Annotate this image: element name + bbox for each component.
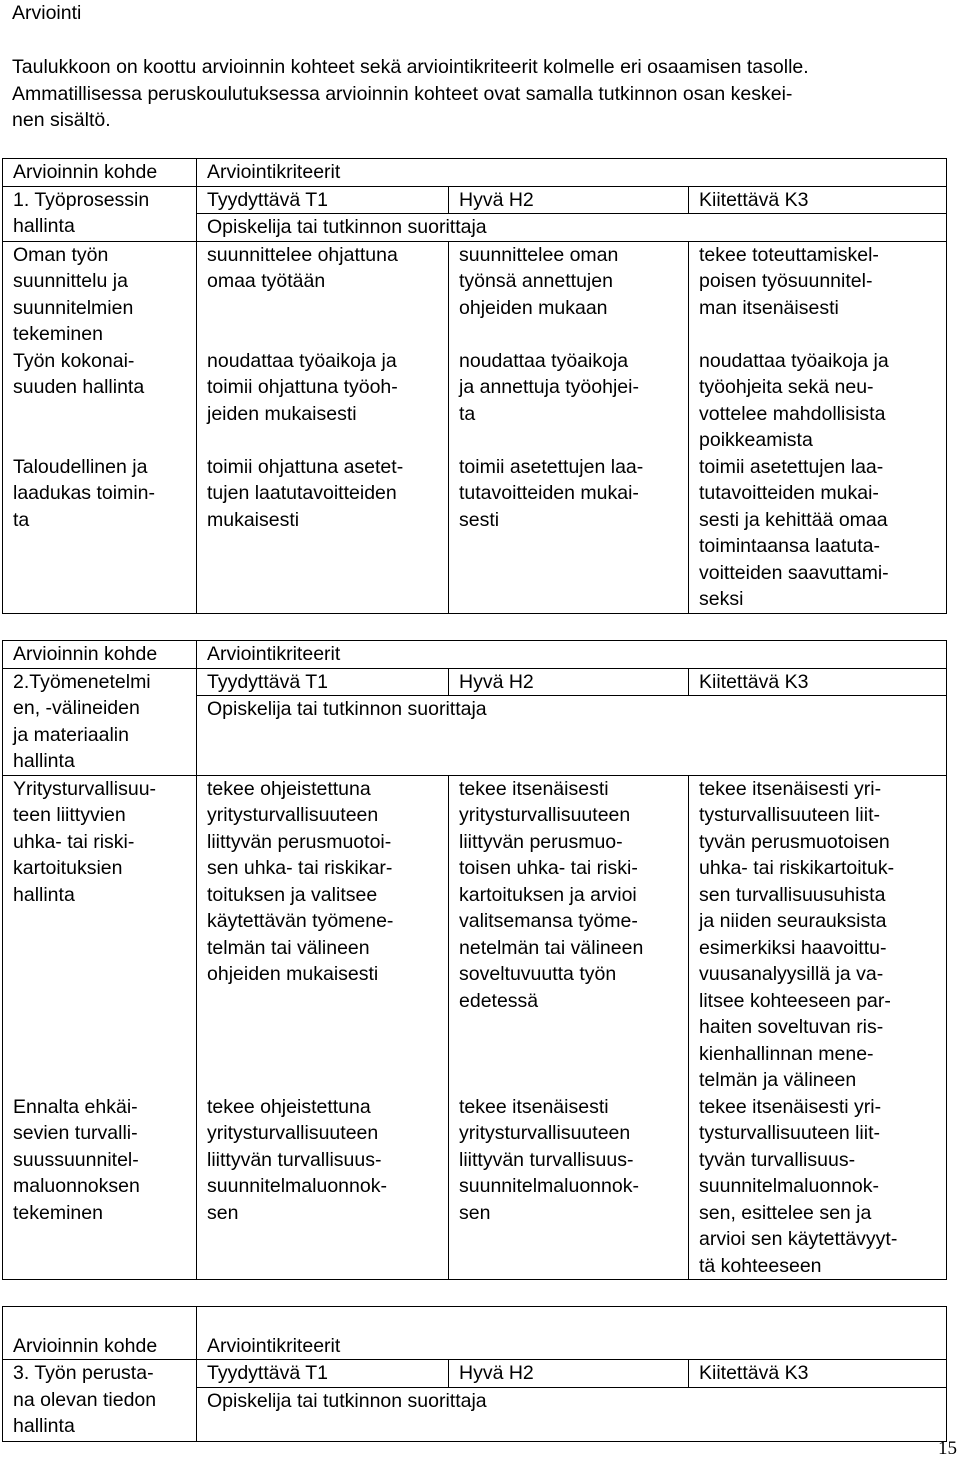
criteria-h2-cell: toimii asetettujen laa- tutavoitteiden mukai- sesti — [449, 454, 689, 614]
header-target: Arvioinnin kohde — [3, 159, 197, 187]
criteria-t1-cell: toimii ohjattuna asetet- tujen laatutavoitteiden mukaisesti — [197, 454, 449, 614]
blank-cell — [3, 1307, 197, 1333]
criteria-table-3 — [2, 1306, 947, 1442]
intro-line: Ammatillisessa peruskoulutuksessa arvioinnin kohteet ovat samalla tutkinnon osan keskei- — [12, 82, 793, 105]
blank-cell — [197, 1307, 947, 1333]
criteria-k3-cell: tekee toteuttamiskel- poisen työsuunnitel- man itsenäisesti — [689, 241, 947, 348]
performer-label: Opiskelija tai tutkinnon suorittaja — [197, 1387, 947, 1441]
header-target: Arvioinnin kohde — [3, 1333, 197, 1360]
level-h2: Hyvä H2 — [449, 668, 689, 696]
criteria-h2-cell: noudattaa työaikoja ja annettuja työohjei- ta — [449, 348, 689, 454]
criteria-k3-cell: toimii asetettujen laa- tutavoitteiden mukai- sesti ja kehittää omaa toimintaansa laatuta- voitteiden saavuttami- seksi — [689, 454, 947, 614]
level-t1: Tyydyttävä T1 — [197, 1360, 449, 1388]
target-cell: Ennalta ehkäi- sevien turvalli- suussuunnitel- maluonnoksen tekeminen — [3, 1094, 197, 1280]
intro-line: nen sisältö. — [12, 109, 111, 131]
level-h2: Hyvä H2 — [449, 186, 689, 214]
level-h2: Hyvä H2 — [449, 1360, 689, 1388]
criteria-table-2 — [2, 640, 947, 1280]
header-target: Arvioinnin kohde — [3, 641, 197, 669]
criteria-k3-cell: tekee itsenäisesti yri- tysturvallisuuteen liit- tyvän turvallisuus- suunnitelmaluonnok- sen, esittelee sen ja arvioi sen käytettävyyt- tä kohteeseen — [689, 1094, 947, 1280]
page-heading: Arviointi — [12, 2, 82, 24]
page-number: 15 — [938, 1438, 957, 1459]
criteria-h2-cell: tekee itsenäisesti yritysturvallisuuteen liittyvän perusmuo- toisen uhka- tai riski- kartoituksen ja arvioi valitsemansa työme- netelmän tai välineen soveltuvuutta työn edetessä — [449, 775, 689, 1094]
header-criteria: Arviointikriteerit — [197, 159, 947, 187]
performer-label: Opiskelija tai tutkinnon suorittaja — [197, 214, 947, 242]
criteria-table-1 — [2, 158, 947, 614]
section-title: 2.Työmenetelmi en, -välineiden ja materiaalin hallinta — [3, 668, 197, 775]
level-k3: Kiitettävä K3 — [689, 186, 947, 214]
criteria-h2-cell: suunnittelee oman työnsä annettujen ohjeiden mukaan — [449, 241, 689, 348]
target-cell: Taloudellinen ja laadukas toimin- ta — [3, 454, 197, 614]
header-criteria: Arviointikriteerit — [197, 1333, 947, 1360]
criteria-t1-cell: tekee ohjeistettuna yritysturvallisuuteen liittyvän perusmuotoi- sen uhka- tai riskikar- toituksen ja valitsee käytettävän työmene- telmän tai välineen ohjeiden mukaisesti — [197, 775, 449, 1094]
header-criteria: Arviointikriteerit — [197, 641, 947, 669]
section-title: 1. Työprosessin hallinta — [3, 186, 197, 241]
intro-paragraph — [12, 54, 947, 134]
criteria-t1-cell: tekee ohjeistettuna yritysturvallisuuteen liittyvän turvallisuus- suunnitelmaluonnok- sen — [197, 1094, 449, 1280]
intro-line: Taulukkoon on koottu arvioinnin kohteet sekä arviointikriteerit kolmelle eri osaamisen tasolle. — [12, 56, 809, 78]
level-k3: Kiitettävä K3 — [689, 1360, 947, 1388]
level-t1: Tyydyttävä T1 — [197, 668, 449, 696]
criteria-t1-cell: suunnittelee ohjattuna omaa työtään — [197, 241, 449, 348]
target-cell: Työn kokonai- suuden hallinta — [3, 348, 197, 454]
criteria-k3-cell: noudattaa työaikoja ja työohjeita sekä neu- vottelee mahdollisista poikkeamista — [689, 348, 947, 454]
target-cell: Yritysturvallisuu- teen liittyvien uhka- tai riski- kartoituksien hallinta — [3, 775, 197, 1094]
criteria-h2-cell: tekee itsenäisesti yritysturvallisuuteen liittyvän turvallisuus- suunnitelmaluonnok- sen — [449, 1094, 689, 1280]
section-title: 3. Työn perusta- na olevan tiedon hallinta — [3, 1360, 197, 1442]
performer-label: Opiskelija tai tutkinnon suorittaja — [197, 696, 947, 775]
criteria-k3-cell: tekee itsenäisesti yri- tysturvallisuuteen liit- tyvän perusmuotoisen uhka- tai riskikartoituk- sen turvallisuusuhista ja niiden seurauksista esimerkiksi haavoittu- vuusanalyysillä ja va- litsee kohteeseen par- haiten soveltuvan ris- kienhallinnan mene- telmän ja välineen — [689, 775, 947, 1094]
level-t1: Tyydyttävä T1 — [197, 186, 449, 214]
target-cell: Oman työn suunnittelu ja suunnitelmien tekeminen — [3, 241, 197, 348]
criteria-t1-cell: noudattaa työaikoja ja toimii ohjattuna työoh- jeiden mukaisesti — [197, 348, 449, 454]
level-k3: Kiitettävä K3 — [689, 668, 947, 696]
